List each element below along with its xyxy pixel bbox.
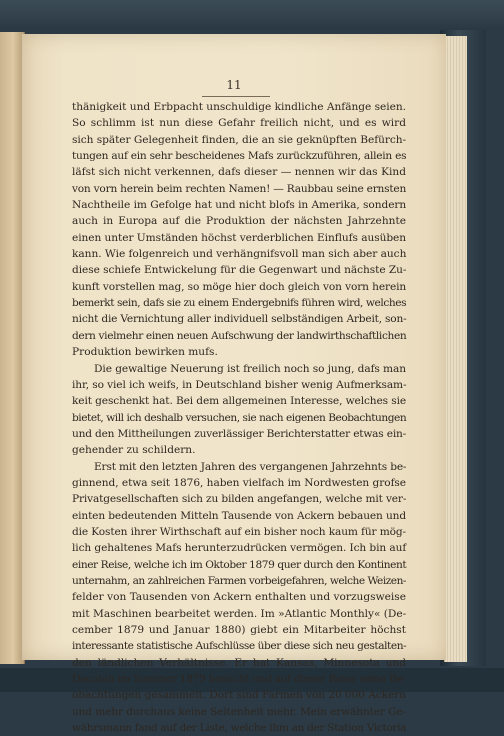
text-line: und mehr durchaus keine Seltenheit mehr. Mein erwähnter Ge- xyxy=(72,705,406,718)
text-line: So schlimm ist nun diese Gefahr freilich nicht, und es wird xyxy=(72,117,406,130)
text-line: tungen auf ein sehr bescheidenes Mafs zurückzuführen, allein es xyxy=(72,150,407,163)
text-line: und den Mittheilungen zuverlässiger Berichterstatter etwas ein- xyxy=(72,427,406,440)
page-number: 11 xyxy=(226,78,242,92)
text-line: den ländlichen Verhältnisse. Er hat Kansas, Minnesota und xyxy=(72,656,406,669)
text-line: von vorn herein beim rechten Namen! — Raubbau seine ernsten xyxy=(72,182,407,195)
text-line: thänigkeit und Erbpacht unschuldige kindliche Anfänge seien. xyxy=(72,101,406,113)
text-line: dern vielmehr einen neuen Aufschwung der landwirthschaftlichen xyxy=(72,329,407,342)
text-line: mit Maschinen bearbeitet werden. Im »Atlantic Monthly« (De- xyxy=(72,607,407,620)
text-line: Erst mit den letzten Jahren des vergangenen Jahrzehnts be- xyxy=(94,460,407,473)
text-line: einen unter Umständen höchst verderblichen Einflufs ausüben xyxy=(72,231,406,244)
text-line: gehender zu schildern. xyxy=(72,444,196,457)
text-line: Dacotah im Sommer 1879 besucht und auf dieser Reise seine Be- xyxy=(72,673,406,686)
text-line: Produktion bewirken mufs. xyxy=(72,346,218,359)
text-line: Die gewaltige Neuerung ist freilich noch so jung, dafs man xyxy=(94,362,406,375)
book-page xyxy=(22,34,446,735)
text-line: lich gehaltenes Mafs herunterzudrücken vermögen. Ich bin auf xyxy=(72,542,407,555)
body-text xyxy=(72,99,406,736)
text-line: Nachtheile im Gefolge hat und nicht blofs in Amerika, sondern xyxy=(72,199,407,212)
text-line: felder von Tausenden von Ackern enthalten und vorzugsweise xyxy=(72,591,406,604)
text-line: nicht die Vernichtung aller individuell selbständigen Arbeit, son- xyxy=(72,313,407,326)
text-line: Privatgesellschaften sich zu bilden angefangen, welche mit ver- xyxy=(72,493,407,506)
text-line: kunft vorstellen mag, so möge hier doch gleich von vorn herein xyxy=(72,280,407,293)
text-line: bietet, will ich deshalb versuchen, sie nach eigenen Beobachtungen xyxy=(72,411,407,424)
text-line: ihr, so viel ich weifs, in Deutschland bisher wenig Aufmerksam- xyxy=(72,378,407,391)
background-top xyxy=(0,0,504,30)
page-number-rule xyxy=(202,96,270,97)
text-line: ginnend, etwa seit 1876, haben vielfach im Nordwesten grofse xyxy=(72,476,406,489)
text-line: läfst sich nicht verkennen, dafs dieser — nennen wir das Kind xyxy=(72,166,406,179)
text-line: sich später Gelegenheit finden, die an sie geknüpften Befürch- xyxy=(72,133,407,146)
text-line: interessante statistische Aufschlüsse über diese sich neu gestalten- xyxy=(72,640,407,653)
page-stack-edge xyxy=(444,36,467,662)
text-line: keit geschenkt hat. Bei dem allgemeinen Interesse, welches sie xyxy=(72,395,407,408)
text-line: obachtungen gesammelt. Dort sind Farmen von 20 000 Ackern xyxy=(72,689,406,702)
text-line: diese schiefe Entwickelung für die Gegenwart und nächste Zu- xyxy=(72,264,407,277)
text-line: bemerkt sein, dafs sie zu einem Endergebnifs führen wird, welches xyxy=(72,297,407,310)
text-line: währsmann fand auf der Liste, welche ihm an der Station Victoria xyxy=(72,722,407,735)
text-line: auch in Europa auf die Produktion der nächsten Jahrzehnte xyxy=(72,215,406,228)
text-line: die Kosten ihrer Wirthschaft auf ein bisher noch kaum für mög- xyxy=(72,525,406,538)
text-line: kann. Wie folgenreich und verhängnifsvoll man sich aber auch xyxy=(72,248,407,261)
text-line: einten bedeutenden Mitteln Tausende von Ackern bebauen und xyxy=(72,509,406,522)
text-line: unternahm, an zahlreichen Farmen vorbeigefahren, welche Weizen- xyxy=(72,574,406,587)
text-line: einer Reise, welche ich im Oktober 1879 quer durch den Kontinent xyxy=(72,558,407,571)
text-line: cember 1879 und Januar 1880) giebt ein Mitarbeiter höchst xyxy=(72,624,406,636)
